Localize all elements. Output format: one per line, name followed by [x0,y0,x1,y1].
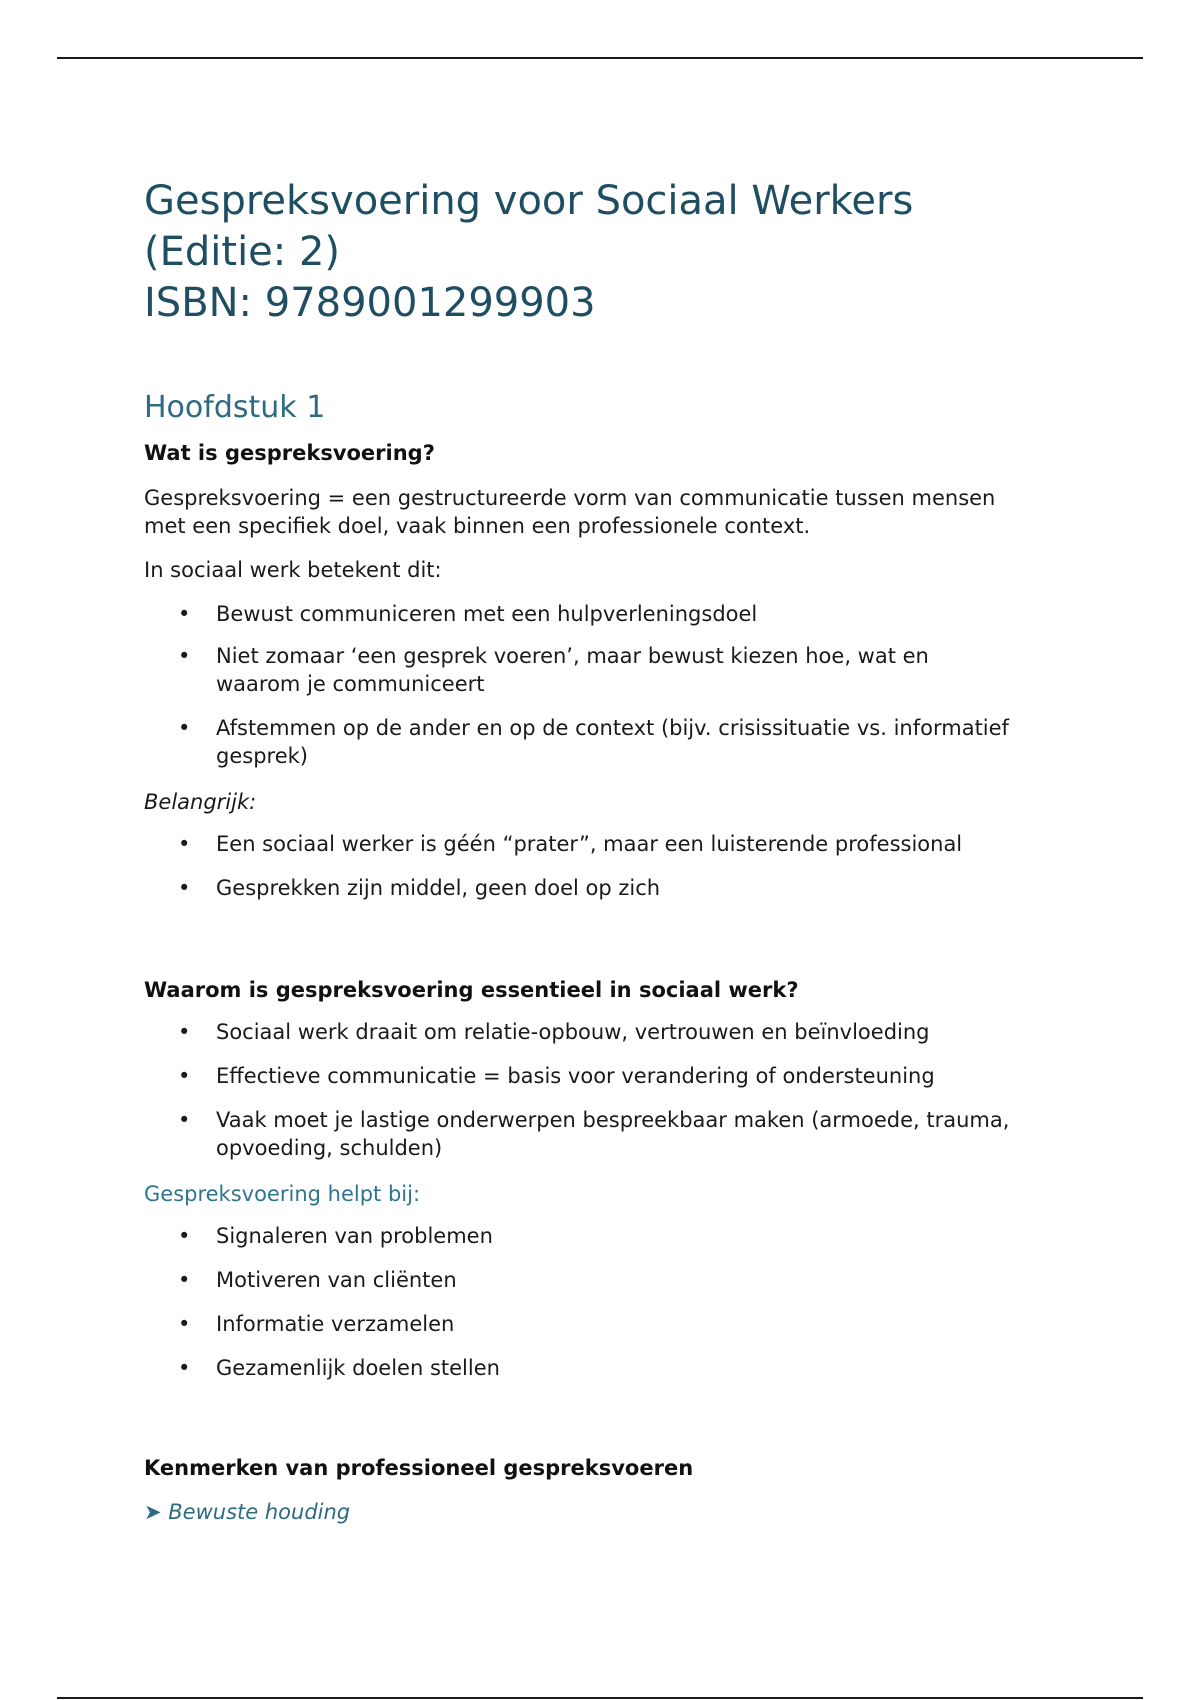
list-item-text: Informatie verzamelen [216,1312,455,1336]
bottom-rule [57,1697,1143,1699]
list-item-text: Sociaal werk draait om relatie-opbouw, vertrouwen en beïnvloeding [216,1020,930,1044]
list-item [178,1106,1010,1134]
section-heading-wat-is: Wat is gespreksvoering? [144,441,435,465]
important-label: Belangrijk: [144,790,257,814]
bullet-glyph: • [178,1064,191,1088]
list-item [178,1018,930,1046]
bullet-glyph: • [178,1224,191,1248]
chapter-heading: Hoofdstuk 1 [144,390,326,425]
bullet-glyph: • [178,644,191,668]
list-item-continuation: gesprek) [216,744,308,768]
bullet-glyph: • [178,716,191,740]
list-item-text: Bewust communiceren met een hulpverleningsdoel [216,602,758,626]
title-line-3-isbn: ISBN: 9789001299903 [144,280,596,326]
bullet-glyph: • [178,876,191,900]
list-item [178,1310,455,1338]
list-item [178,874,661,902]
list-item [178,1222,493,1250]
list-item-text: Gesprekken zijn middel, geen doel op zich [216,876,661,900]
list-item-text: Motiveren van cliënten [216,1268,457,1292]
list-item [178,1062,935,1090]
list-item [178,714,1009,742]
intro-text: In sociaal werk betekent dit: [144,558,442,582]
bullet-glyph: • [178,1356,191,1380]
bullet-glyph: • [178,1312,191,1336]
bullet-glyph: • [178,602,191,626]
bullet-glyph: • [178,1268,191,1292]
list-item-continuation: waarom je communiceert [216,672,485,696]
list-item-continuation: opvoeding, schulden) [216,1136,443,1160]
helps-label: Gespreksvoering helpt bij: [144,1182,421,1206]
bullet-glyph: • [178,832,191,856]
bullet-glyph: • [178,1108,191,1132]
section-heading-kenmerken: Kenmerken van professioneel gespreksvoeren [144,1456,694,1480]
bullet-glyph: • [178,1020,191,1044]
definition-line-1: Gespreksvoering = een gestructureerde vorm van communicatie tussen mensen [144,486,996,510]
list-item [178,600,758,628]
arrow-item-bewuste-houding: ➤ Bewuste houding [144,1500,351,1524]
list-item-text: Effectieve communicatie = basis voor verandering of ondersteuning [216,1064,935,1088]
list-item-text: Niet zomaar ‘een gesprek voeren’, maar bewust kiezen hoe, wat en [216,644,929,668]
document-title [144,176,913,329]
title-line-1: Gespreksvoering voor Sociaal Werkers [144,178,914,224]
list-item [178,1354,500,1382]
list-item [178,830,963,858]
list-item-text: Een sociaal werker is géén “prater”, maar een luisterende professional [216,832,963,856]
list-item-text: Signaleren van problemen [216,1224,493,1248]
section-heading-waarom: Waarom is gespreksvoering essentieel in sociaal werk? [144,978,799,1002]
list-item-text: Vaak moet je lastige onderwerpen bespreekbaar maken (armoede, trauma, [216,1108,1010,1132]
list-item-text: Gezamenlijk doelen stellen [216,1356,500,1380]
definition-line-2: met een specifiek doel, vaak binnen een professionele context. [144,514,811,538]
list-item-text: Afstemmen op de ander en op de context (bijv. crisissituatie vs. informatief [216,716,1009,740]
title-line-2: (Editie: 2) [144,229,341,275]
list-item [178,1266,457,1294]
top-rule [57,57,1143,59]
list-item [178,642,929,670]
